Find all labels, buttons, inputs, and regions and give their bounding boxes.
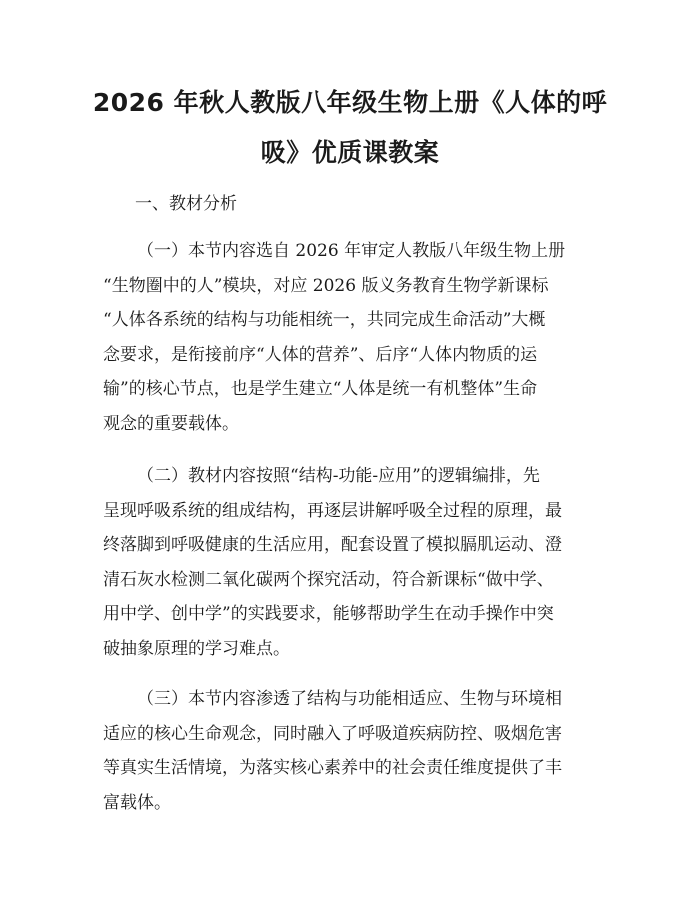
paragraph-line: （二）教材内容按照“结构-功能-应用”的逻辑编排，先 xyxy=(137,466,540,486)
paragraph-line: “人体各系统的结构与功能相统一，共同完成生命活动”大概 xyxy=(103,310,546,330)
paragraph-line: 输”的核心节点，也是学生建立“人体是统一有机整体”生命 xyxy=(103,379,538,399)
paragraph-3 xyxy=(103,682,603,820)
paragraph-line: （三）本节内容渗透了结构与功能相适应、生物与环境相 xyxy=(137,689,562,709)
paragraph-line: 等真实生活情境，为落实核心素养中的社会责任维度提供了丰 xyxy=(103,758,562,778)
page-title xyxy=(90,78,610,178)
paragraph-line: 适应的核心生命观念，同时融入了呼吸道疾病防控、吸烟危害 xyxy=(103,723,562,744)
paragraph-line: 富载体。 xyxy=(103,792,171,813)
paragraph-line: 念要求，是衔接前序“人体的营养”、后序“人体内物质的运 xyxy=(103,344,538,365)
paragraph-2 xyxy=(103,459,603,666)
section-heading: 一、教材分析 xyxy=(135,194,237,214)
paragraph-line: “生物圈中的人”模块，对应 2026 版义务教育生物学新课标 xyxy=(103,275,549,296)
paragraph-line: 呈现呼吸系统的组成结构，再逐层讲解呼吸全过程的原理，最 xyxy=(103,500,562,521)
paragraph-line: 清石灰水检测二氧化碳两个探究活动，符合新课标“做中学、 xyxy=(103,569,554,590)
paragraph-line: 破抽象原理的学习难点。 xyxy=(103,638,290,659)
paragraph-line: 观念的重要载体。 xyxy=(103,413,239,434)
paragraph-line: 终落脚到呼吸健康的生活应用，配套设置了模拟膈肌运动、澄 xyxy=(103,535,562,555)
paragraph-line: 用中学、创中学”的实践要求，能够帮助学生在动手操作中突 xyxy=(103,604,554,624)
paragraph-1 xyxy=(103,234,603,441)
title-line-1: 2026 年秋人教版八年级生物上册《人体的呼 xyxy=(92,88,608,117)
title-line-2: 吸》优质课教案 xyxy=(260,138,440,167)
paragraph-line: （一）本节内容选自 2026 年审定人教版八年级生物上册 xyxy=(137,241,566,261)
